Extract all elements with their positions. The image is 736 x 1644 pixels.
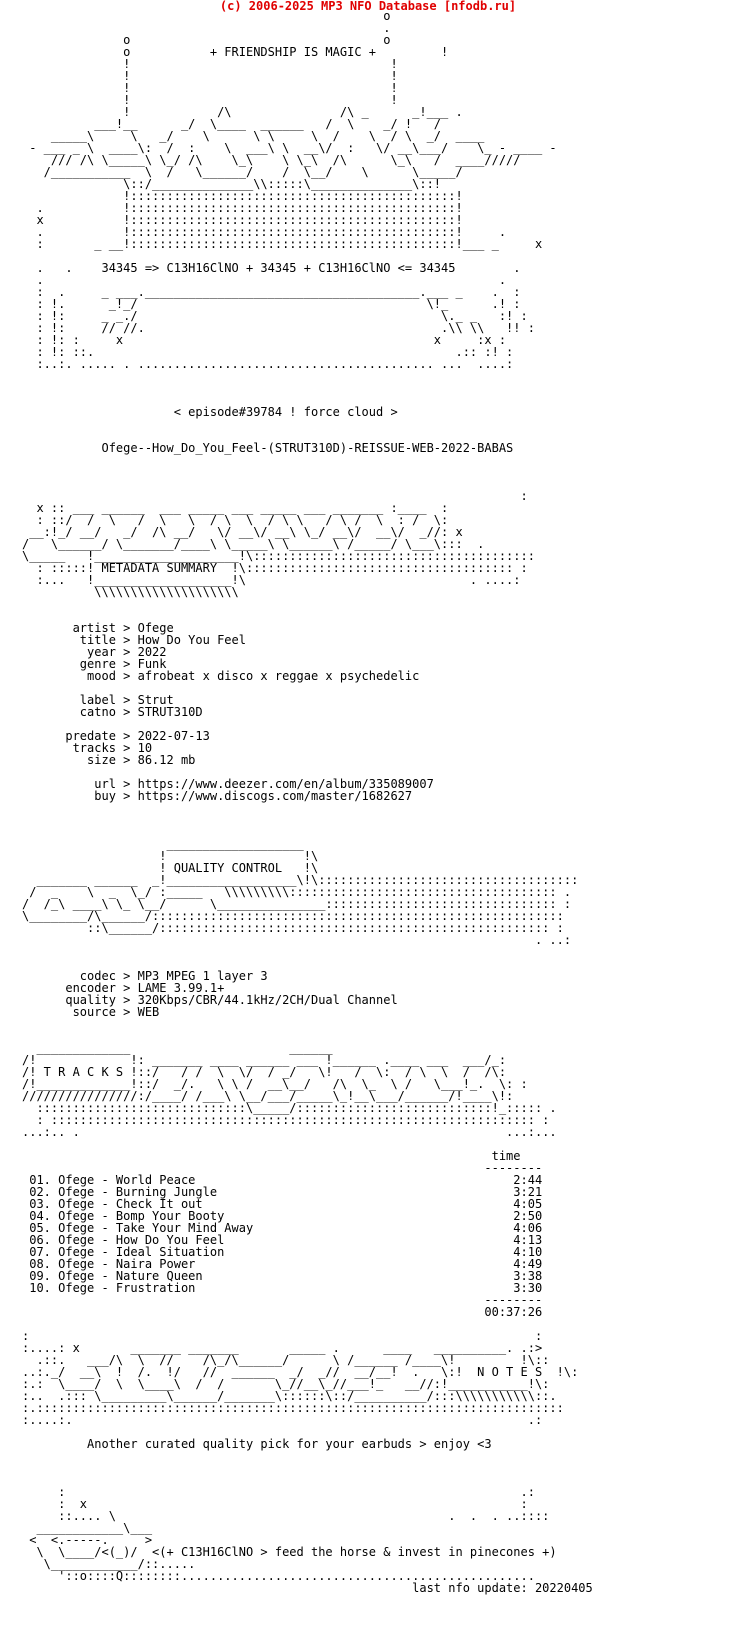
nfo-line: : ::/ / \ / \ \ / \ \ / \ \ / \ / \ : / \: <box>22 513 449 527</box>
nfo-line: . !:::::::::::::::::::::::::::::::::::::::::::::! . <box>22 225 507 239</box>
nfo-line: ...:.. . ...:... <box>22 1125 557 1139</box>
nfo-line: \____________/::..... <box>22 1557 196 1571</box>
nfo-line: 01. Ofege - World Peace 2:44 <box>22 1173 543 1187</box>
nfo-line: 02. Ofege - Burning Jungle 3:21 <box>22 1185 543 1199</box>
nfo-line <box>22 466 593 478</box>
nfo-line: \ \____/<(_)/ <(+ C13H16ClNO > feed the horse & invest in pinecones +) <box>22 1545 557 1559</box>
nfo-line: :.. .::: \_________\______/_______\::::::\::/__________/:::\\\\\\\\\\\::. <box>22 1389 557 1403</box>
nfo-line: : :::::! METADATA SUMMARY !\::::::::::::::::::::::::::::::::::::: : <box>22 561 528 575</box>
nfo-line: year > 2022 <box>22 645 167 659</box>
nfo-line <box>22 1018 593 1030</box>
nfo-line: last nfo update: 20220405 <box>22 1581 593 1595</box>
nfo-line: ___________________ <box>22 837 304 851</box>
nfo-line: ! ! <box>22 69 398 83</box>
nfo-line: label > Strut <box>22 693 174 707</box>
nfo-line: artist > Ofege <box>22 621 174 635</box>
nfo-line: : x : <box>22 1497 528 1511</box>
nfo-line: < <.-----. > <box>22 1533 153 1547</box>
nfo-line <box>22 946 593 958</box>
nfo-line: catno > STRUT310D <box>22 705 203 719</box>
nfo-line: x :: ___ ______ ___ _____ ___ _____ ___ _______ :____ : <box>22 501 449 515</box>
nfo-line: 03. Ofege - Check It out 4:05 <box>22 1197 543 1211</box>
nfo-line: ! ! <box>22 81 398 95</box>
nfo-line: / _ \ _ \_/ :_____ \\\\\\\\\::::::::::::::::::::::::::::::::::::: . <box>22 885 572 899</box>
nfo-line: : : <box>22 1329 543 1343</box>
nfo-line: : !: _ _./ \._ _ :! : <box>22 309 528 323</box>
nfo-line: / /_\ ____\ \_ \__/ \_______________:::::::::::::::::::::::::::::::: : <box>22 897 572 911</box>
nfo-line: mood > afrobeat x disco x reggae x psychedelic <box>22 669 420 683</box>
nfo-line: size > 86.12 mb <box>22 753 196 767</box>
nfo-line: predate > 2022-07-13 <box>22 729 210 743</box>
nfo-line: : <box>22 489 528 503</box>
nfo-line: 05. Ofege - Take Your Mind Away 4:06 <box>22 1221 543 1235</box>
nfo-line: ___!__ _/ \____ ______ / \ _/ ! / <box>22 117 442 131</box>
nfo-line <box>22 814 593 826</box>
nfo-line: 04. Ofege - Bomp Your Booty 2:50 <box>22 1209 543 1223</box>
nfo-line: /! !: _______ ____ ______ ___ !______ .____ ___ ___/_: <box>22 1053 507 1067</box>
nfo-line: ____________\___ <box>22 1521 153 1535</box>
nfo-line: : . _ ___.______________________________________.___ _ . : <box>22 285 521 299</box>
nfo-line: / \______/ \_______/____\ \_____\ \______\ /_____/ \___\::: . <box>22 537 485 551</box>
nfo-text <box>22 10 593 1594</box>
nfo-line: . !:::::::::::::::::::::::::::::::::::::::::::::! <box>22 201 463 215</box>
nfo-line: /! T R A C K S !::/ / / \ \/ / _/ \! / \: / \ \ / /\: <box>22 1065 507 1079</box>
nfo-line: :....:. .: <box>22 1413 543 1427</box>
nfo-line: o + FRIENDSHIP IS MAGIC + ! <box>22 45 449 59</box>
nfo-line: : !. _!_/ \!_ .! : <box>22 297 521 311</box>
nfo-line: \::/______________\\:::::\______________\::! <box>22 177 442 191</box>
nfo-line: :.::::::::::::::::::::::::::::::::::::::::::::::::::::::::::::::::::::::::: <box>22 1401 564 1415</box>
nfo-line: '::o::::Q::::::::................................................. <box>22 1569 535 1583</box>
nfo-line: codec > MP3 MPEG 1 layer 3 <box>22 969 268 983</box>
nfo-line: ::.... \ . . . ..:::: <box>22 1509 550 1523</box>
nfo-line: url > https://www.deezer.com/en/album/335089007 <box>22 777 434 791</box>
nfo-line: time <box>22 1149 521 1163</box>
nfo-line: 06. Ofege - How Do You Feel 4:13 <box>22 1233 543 1247</box>
nfo-line <box>22 418 593 430</box>
nfo-line: quality > 320Kbps/CBR/44.1kHz/2CH/Dual Channel <box>22 993 398 1007</box>
nfo-line <box>22 454 593 466</box>
nfo-line: 00:37:26 <box>22 1305 543 1319</box>
nfo-line <box>22 1462 593 1474</box>
nfo-line: \________/\______/::::::::::::::::::::::::::::::::::::::::::::::::::::::::: <box>22 909 564 923</box>
nfo-line: ..:._/ __\ ! /. !/ // ______ _/ _// __/__! . \:! N O T E S !\: <box>22 1365 579 1379</box>
nfo-line: : _ __!:::::::::::::::::::::::::::::::::::::::::::::!___ _ x <box>22 237 543 251</box>
nfo-line: < episode#39784 ! force cloud > <box>22 405 398 419</box>
nfo-line: x !:::::::::::::::::::::::::::::::::::::::::::::! <box>22 213 463 227</box>
nfo-line: __:!_/ __/ _/ /\ __/ \/ __\/ __\ \_/ __\/ __\/ _//: x <box>22 525 463 539</box>
nfo-line: .::. ___/\ \ // /\_/\______/ \ /______ /____\! !\:: <box>22 1353 550 1367</box>
nfo-line: : !: // //. .\\ \\ !! : <box>22 321 535 335</box>
nfo-line: ////////////////:/____/ /___\ \__/___/_____\_!__\___/______/!____\!: <box>22 1089 514 1103</box>
site-header[interactable]: (c) 2006-2025 MP3 NFO Database [nfodb.ru] <box>219 0 517 13</box>
nfo-line <box>22 370 593 382</box>
nfo-line: : !: : x x :x : <box>22 333 507 347</box>
nfo-line: /// /\ \_____\ \_/ /\ \_\ \ \_\ /\ \_\ / ____///// <box>22 153 521 167</box>
nfo-line: :....: x _______ _______ _____ . ____ __________. .:> <box>22 1341 543 1355</box>
nfo-line: - ___ _ \ ____\: / : \ ___\ \ __\/ : \/ __\___/ \_ - ____ - <box>22 141 557 155</box>
nfo-line: ! QUALITY CONTROL !\ <box>22 861 319 875</box>
nfo-line: :::::::::::::::::::::::::::::\_____/:::::::::::::::::::::::::::!_::::: . <box>22 1101 557 1115</box>
nfo-line: Ofege--How_Do_You_Feel-(STRUT310D)-REISSUE-WEB-2022-BABAS <box>22 441 514 455</box>
nfo-line: ! ! <box>22 93 398 107</box>
nfo-line <box>22 1450 593 1462</box>
nfo-line: buy > https://www.discogs.com/master/1682627 <box>22 789 413 803</box>
nfo-line: -------- <box>22 1161 543 1175</box>
nfo-line: ! !\ <box>22 849 319 863</box>
nfo-line: :... !___________________!\ . ....: <box>22 573 521 587</box>
nfo-line: : ::::::::::::::::::::::::::::::::::::::::::::::::::::::::::::::::::: : <box>22 1113 550 1127</box>
nfo-line <box>22 598 593 610</box>
nfo-line: !:::::::::::::::::::::::::::::::::::::::::::::! <box>22 189 463 203</box>
nfo-line: : .: <box>22 1485 535 1499</box>
nfo-line: . . 34345 => C13H16ClNO + 34345 + C13H16ClNO <= 34345 . <box>22 261 521 275</box>
nfo-line: _____________ ______ <box>22 1041 333 1055</box>
nfo-line: 09. Ofege - Nature Queen 3:38 <box>22 1269 543 1283</box>
nfo-line: tracks > 10 <box>22 741 153 755</box>
nfo-line: 10. Ofege - Frustration 3:30 <box>22 1281 543 1295</box>
nfo-line: : !: ::. .:: :! : <box>22 345 514 359</box>
nfo-line: ! ! <box>22 57 398 71</box>
nfo-line: genre > Funk <box>22 657 167 671</box>
nfo-line: encoder > LAME 3.99.1+ <box>22 981 225 995</box>
nfo-line <box>22 802 593 814</box>
nfo-line: 07. Ofege - Ideal Situation 4:10 <box>22 1245 543 1259</box>
nfo-line: _____\ \ _/ \ \ \ \ / \ / \ _/ ____ <box>22 129 485 143</box>
nfo-line: \_____ !____________________!\::::::::::::::::::::::::::::::::::::::: <box>22 549 535 563</box>
nfo-line: /___________ \ / \______/ / \__/ \ \_____/ <box>22 165 463 179</box>
nfo-line: _______ ______ _!__________________\!\:::::::::::::::::::::::::::::::::::: <box>22 873 579 887</box>
nfo-line: ! /\ /\ _ _!___ . <box>22 105 463 119</box>
nfo-line: o o <box>22 33 391 47</box>
nfo-line: o <box>22 9 391 23</box>
nfo-line: /!_____________!::/ _/. \ \ / __\__/ /\ \_ \ / \___!_. \: : <box>22 1077 528 1091</box>
nfo-line: :..:. ..... . ......................................... ... ....: <box>22 357 514 371</box>
nfo-line <box>22 382 593 394</box>
nfo-line: :.: \____/ \ \____\ / / \_//__\_//___!_ __//:!___________!\: <box>22 1377 550 1391</box>
nfo-line: Another curated quality pick for your earbuds > enjoy <3 <box>22 1437 492 1451</box>
nfo-line: \\\\\\\\\\\\\\\\\\\\ <box>22 585 239 599</box>
nfo-line: -------- <box>22 1293 543 1307</box>
nfo-line: . <box>22 21 391 35</box>
nfo-line: source > WEB <box>22 1005 160 1019</box>
nfo-line: title > How Do You Feel <box>22 633 246 647</box>
nfo-line: . ..: <box>22 933 572 947</box>
nfo-line: . . <box>22 273 507 287</box>
nfo-line: 08. Ofege - Naira Power 4:49 <box>22 1257 543 1271</box>
nfo-line: ::\______/:::::::::::::::::::::::::::::::::::::::::::::::::::::: : <box>22 921 564 935</box>
